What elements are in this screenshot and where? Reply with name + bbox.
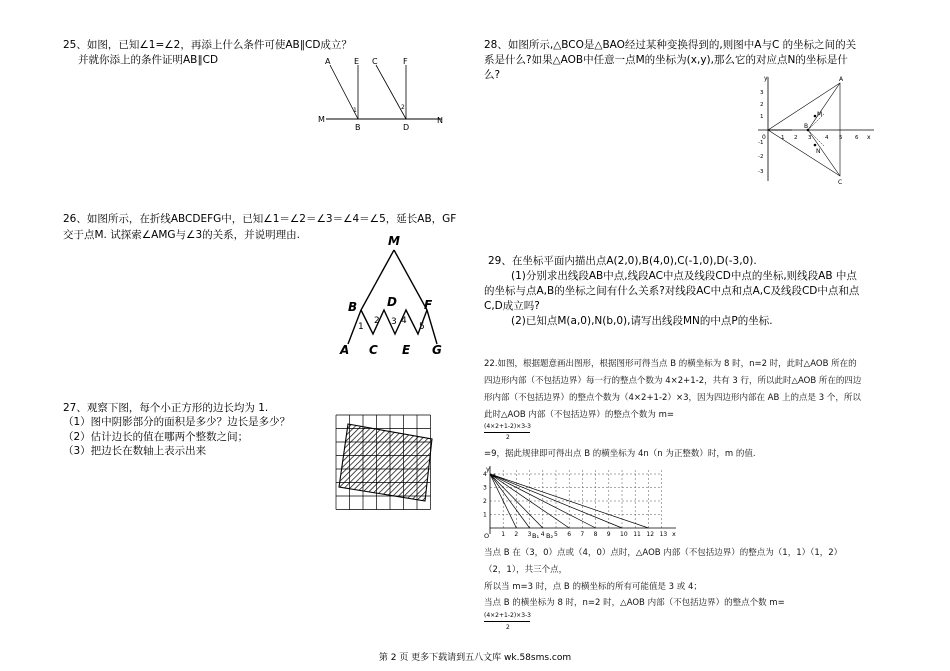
q28-ytick: -1: [758, 140, 764, 146]
q28-xtick: 1: [781, 135, 785, 141]
q26-angle-3: 3: [391, 317, 397, 327]
sol22-xtick: 3: [527, 531, 532, 538]
sol22-xtick: 9: [606, 531, 611, 538]
q28-line2: 系是什么?如果△AOB中任意一点M的坐标为(x,y),那么它的对应点N的坐标是什: [484, 54, 848, 66]
q26-angle-5: 5: [419, 322, 425, 332]
sol22-xtick: 13: [659, 531, 668, 538]
sol22-frac-numerator: (4×2+1-2)×3-3: [484, 423, 531, 430]
q26-label-E: E: [402, 343, 411, 357]
q26-label-C: C: [369, 343, 378, 357]
q26-line2: 交于点M. 试探索∠AMG与∠3的关系，并说明理由.: [63, 229, 300, 241]
q28-label-M: M: [817, 111, 823, 118]
sol22-frac2-denominator: 2: [506, 624, 510, 631]
sol22-frac2-bar: [484, 621, 530, 622]
page-footer: 第 2 页 更多下载请到五八文库 wk.58sms.com: [378, 653, 572, 663]
q26-label-M: M: [388, 234, 400, 248]
q29-line5: (2)已知点M(a,0),N(b,0),请写出线段MN的中点P的坐标.: [511, 315, 773, 327]
q27-line4: （3）把边长在数轴上表示出来: [63, 445, 207, 457]
sol22-p7: （2，1），共三个点，: [484, 565, 568, 575]
q29-line2: (1)分别求出线段AB中点,线段AC中点及线段CD中点的坐标,则线段AB 中点: [511, 270, 857, 282]
sol22-p4: 此时△AOB 内部（不包括边界）的整点个数为 m=: [484, 410, 675, 420]
sol22-ytick: 3: [483, 484, 487, 492]
q25-line2: 并就你添上的条件证明AB∥CD: [78, 54, 219, 66]
sol22-xtick: 10: [620, 531, 628, 538]
q28-xtick: 4: [825, 135, 829, 141]
q26-label-A: A: [340, 343, 350, 357]
sol22-p3: 形内部（不包括边界）的整点个数为（4×2+1-2）×3，因为四边形内部在 AB 上的点是 3 个，所以: [484, 393, 861, 403]
q26-label-G: G: [432, 343, 442, 357]
q28-label-A: A: [839, 76, 844, 83]
q28-xtick: 3: [808, 135, 812, 141]
sol22-p6: 当点 B 在（3，0）点或（4，0）点时，△AOB 内部（不包括边界）的整点为（1，1）（1，2）: [484, 548, 843, 558]
q28-label-N: N: [816, 148, 821, 155]
q25-angle-2: 2: [401, 104, 405, 111]
q25-label-C: C: [372, 57, 378, 66]
q26-angle-1: 1: [358, 322, 364, 332]
sol22-ytick: 1: [483, 511, 487, 519]
sol22-label-A: A: [492, 472, 497, 480]
q27-grid-figure: [334, 413, 444, 513]
q28-figure: [752, 73, 887, 188]
q25-label-B: B: [355, 123, 361, 132]
q25-label-N: N: [437, 116, 443, 125]
q28-axis-y: y: [764, 75, 768, 82]
q28-ytick: 1: [760, 114, 764, 120]
sol22-p8: 所以当 m=3 时，点 B 的横坐标的所有可能值是 3 或 4；: [484, 582, 702, 592]
q26-angle-2: 2: [374, 316, 380, 326]
sol22-xtick: 8: [593, 531, 598, 538]
sol22-xtick: 6: [567, 531, 572, 538]
q26-figure: [336, 232, 454, 358]
q29-line4: C,D成立吗?: [484, 300, 540, 312]
q29-line1: 29、在坐标平面内描出点A(2,0),B(4,0),C(-1,0),D(-3,0).: [488, 255, 757, 267]
sol22-xtick: 11: [633, 531, 641, 538]
q28-axis-x: x: [867, 134, 871, 141]
sol22-xtick: 12: [646, 531, 655, 538]
sol22-p9: 当点 B 的横坐标为 8 时，n=2 时，△AOB 内部（不包括边界）的整点个数 m=: [484, 598, 785, 608]
sol22-xtick: 7: [580, 531, 585, 538]
q29-line3: 的坐标与点A,B的坐标之间有什么关系?对线段AC中点和点A,C及线段CD中点和点: [484, 285, 860, 297]
sol22-axis-y: y: [486, 465, 490, 473]
q26-label-F: F: [424, 298, 433, 312]
q28-label-C: C: [838, 179, 843, 186]
q25-angle-1: 1: [353, 107, 357, 114]
sol22-label-B1: B₁: [532, 532, 540, 540]
q27-line3: （2）估计边长的值在哪两个整数之间；: [63, 431, 249, 443]
q28-origin: 0: [762, 134, 766, 141]
q25-line1: 25、如图，已知∠1=∠2，再添上什么条件可使AB∥CD成立？: [63, 39, 352, 51]
q25-label-E: E: [354, 57, 360, 66]
sol22-frac-denominator: 2: [506, 434, 510, 441]
q28-line1: 28、如图所示,△BCO是△BAO经过某种变换得到的,则图中A与C 的坐标之间的关: [484, 39, 857, 51]
sol22-xtick: 1: [501, 531, 506, 538]
sol22-origin: O: [484, 532, 490, 540]
sol22-xtick: 4: [540, 531, 545, 538]
q26-label-D: D: [387, 295, 397, 309]
q26-angle-4: 4: [401, 316, 407, 326]
q28-ytick: 2: [760, 102, 764, 108]
sol22-xtick: 5: [554, 531, 558, 538]
sol22-figure: [482, 462, 682, 542]
q28-xtick: 6: [855, 135, 859, 141]
q28-line3: 么?: [484, 69, 501, 81]
sol22-label-B2: B₂: [546, 532, 554, 540]
q27-line1: 27、观察下图，每个小正方形的边长均为 1.: [63, 402, 269, 414]
sol22-frac2-numerator: (4×2+1-2)×3-3: [484, 612, 531, 619]
q28-label-B: B: [804, 123, 809, 130]
sol22-xtick: 2: [514, 531, 519, 538]
sol22-frac-bar: [484, 432, 530, 433]
sol22-axis-x: x: [672, 530, 676, 538]
q26-label-B: B: [348, 300, 358, 314]
q27-line2: （1）图中阴影部分的面积是多少？边长是多少？: [63, 416, 291, 428]
sol22-p1: 22.如图，根据题意画出图形，根据图形可得当点 B 的横坐标为 8 时，n=2 时，此时△AOB 所在的: [484, 359, 857, 369]
sol22-p5: =9，据此规律即可得出点 B 的横坐标为 4n（n 为正整数）时，m 的值.: [484, 449, 756, 459]
sol22-ytick: 2: [483, 498, 487, 505]
q25-label-F: F: [403, 57, 408, 66]
q25-figure: [318, 55, 453, 135]
sol22-p2: 四边形内部（不包括边界）每一行的整点个数为 4×2+1-2，共有 3 行，所以此时△AOB 所在的四边: [484, 376, 862, 386]
q28-xtick: 5: [839, 135, 843, 141]
q25-label-A: A: [325, 57, 331, 66]
q28-ytick: 3: [760, 90, 764, 96]
q25-label-D: D: [403, 123, 410, 132]
sol22-ytick: 4: [483, 471, 487, 478]
q28-ytick: -2: [758, 154, 764, 160]
q28-xtick: 2: [794, 135, 798, 141]
q25-label-M: M: [318, 115, 325, 124]
q28-ytick: -3: [758, 169, 764, 175]
q26-line1: 26、如图所示，在折线ABCDEFG中，已知∠1＝∠2＝∠3＝∠4＝∠5，延长AB，GF: [63, 213, 457, 225]
